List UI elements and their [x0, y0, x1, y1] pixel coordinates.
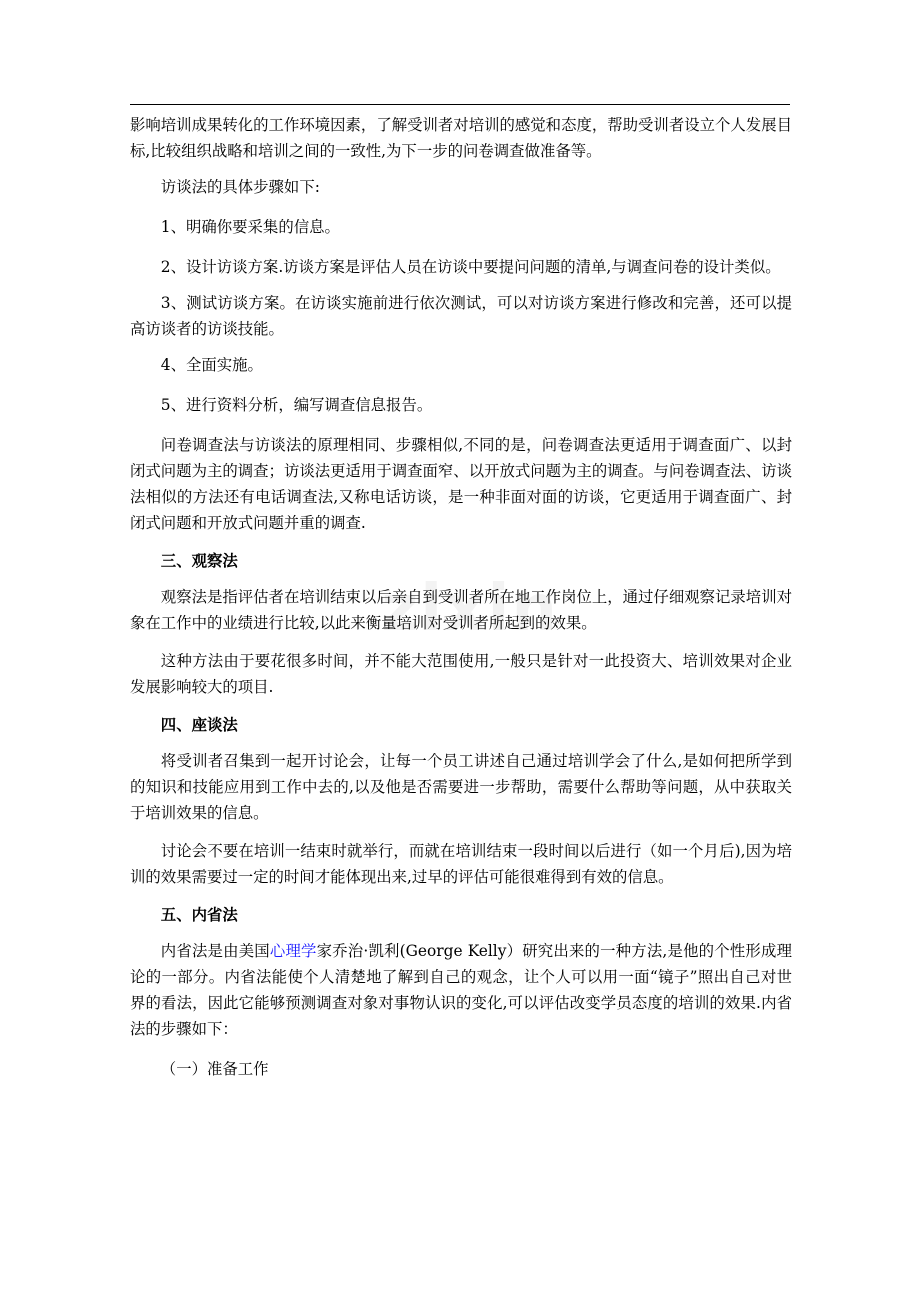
document-body	[130, 112, 792, 1082]
observation-paragraph-2: 这种方法由于要花很多时间，并不能大范围使用,一般只是针对一此投资大、培训效果对企业发展影响较大的项目.	[130, 652, 792, 696]
comparison-paragraph: 问卷调查法与访谈法的原理相同、步骤相似,不同的是，问卷调查法更适用于调查面广、以封闭式问题为主的调查；访谈法更适用于调查面窄、以开放式问题为主的调查。与问卷调查法、访谈法相似的方法还有电话调查法,又称电话访谈，是一种非面对面的访谈，它更适用于调查面广、封闭式问题和开放式问题并重的调查.	[130, 436, 792, 532]
step-5: 5、进行资料分析，编写调查信息报告。	[160, 396, 433, 414]
header-rule	[130, 104, 790, 105]
subsection-preparation: （一）准备工作	[160, 1060, 269, 1078]
intro-paragraph: 影响培训成果转化的工作环境因素，了解受训者对培训的感觉和态度，帮助受训者设立个人发展目标,比较组织战略和培训之间的一致性,为下一步的问卷调查做准备等。	[130, 116, 792, 160]
step-4: 4、全面实施。	[160, 356, 263, 374]
introspection-text-b: 家乔治·凯利(George Kelly）研究出来的一种方法,是他的个性形成理论的一部分。内省法能使个人清楚地了解到自己的观念，让个人可以用一面“镜子”照出自己对世界的看法，因此它能够预测调查对象对事物认识的变化,可以评估改变学员态度的培训的效果.内省法的步骤如下：	[130, 942, 792, 1038]
step-2: 2、设计访谈方案.访谈方案是评估人员在访谈中要提问问题的清单,与调查问卷的设计类似。	[160, 258, 781, 276]
discussion-paragraph-2: 讨论会不要在培训一结束时就举行，而就在培训结束一段时间以后进行（如一个月后),因为培训的效果需要过一定的时间才能体现出来,过早的评估可能很难得到有效的信息。	[130, 842, 792, 886]
introspection-paragraph	[130, 938, 792, 1042]
steps-intro: 访谈法的具体步骤如下:	[160, 178, 320, 196]
discussion-paragraph-1: 将受训者召集到一起开讨论会，让每一个员工讲述自己通过培训学会了什么,是如何把所学到的知识和技能应用到工作中去的,以及他是否需要进一步帮助，需要什么帮助等问题，从中获取关于培训效果的信息。	[130, 752, 792, 822]
step-3: 3、测试访谈方案。在访谈实施前进行依次测试，可以对访谈方案进行修改和完善，还可以提高访谈者的访谈技能。	[130, 294, 792, 338]
section-heading-discussion: 四、座谈法	[160, 716, 238, 734]
section-heading-observation: 三、观察法	[160, 552, 238, 570]
introspection-text-a: 内省法是由美国	[160, 942, 270, 960]
section-heading-introspection: 五、内省法	[160, 906, 238, 924]
psychology-link[interactable]: 心理学	[269, 942, 317, 960]
step-1: 1、明确你要采集的信息。	[160, 218, 340, 236]
observation-paragraph-1: 观察法是指评估者在培训结束以后亲自到受训者所在地工作岗位上，通过仔细观察记录培训对象在工作中的业绩进行比较,以此来衡量培训对受训者所起到的效果。	[130, 588, 792, 632]
